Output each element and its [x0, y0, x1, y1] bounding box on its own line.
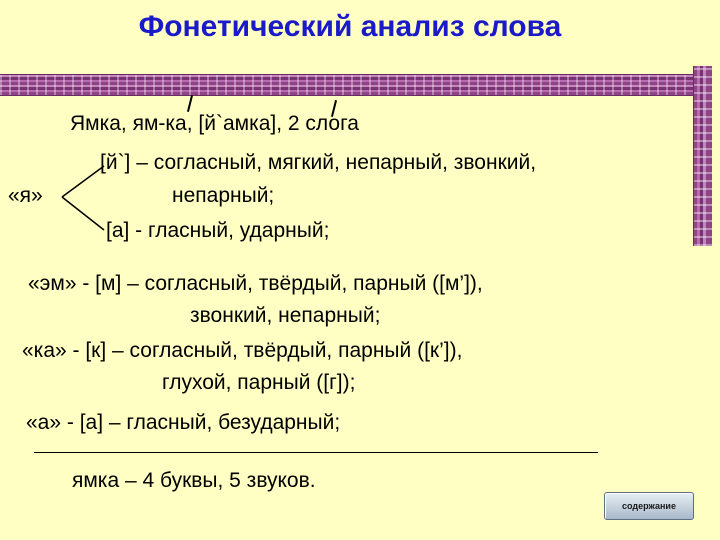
ka-analysis-line2: глухой, парный ([г]); — [162, 371, 356, 394]
contents-button[interactable]: содержание — [604, 492, 694, 520]
divider — [34, 452, 598, 453]
ornament-band-vertical — [693, 66, 712, 246]
ya-analysis-line2: [а] - гласный, ударный; — [106, 219, 330, 242]
ornament-band — [0, 74, 708, 96]
ya-label: «я» — [8, 184, 43, 207]
ya-brace-lines — [58, 160, 108, 234]
stress-mark-syllable — [187, 95, 193, 112]
a-analysis-line: «а» - [а] – гласный, безударный; — [26, 411, 341, 434]
ka-analysis-line1: «ка» - [к] – согласный, твёрдый, парный ([к’]), — [22, 339, 463, 362]
summary-line: ямка – 4 буквы, 5 звуков. — [72, 469, 316, 492]
ya-analysis-line1: [й`] – согласный, мягкий, непарный, звонкий, — [100, 151, 537, 174]
em-analysis-line2: звонкий, непарный; — [190, 304, 381, 327]
page-title: Фонетический анализ слова — [138, 10, 562, 43]
word-line: Ямка, ям-ка, [й`амка], 2 слога — [70, 112, 359, 135]
ya-analysis-line1-cont: непарный; — [172, 184, 275, 207]
em-analysis-line1: «эм» - [м] – согласный, твёрдый, парный ([м’]), — [28, 272, 483, 295]
